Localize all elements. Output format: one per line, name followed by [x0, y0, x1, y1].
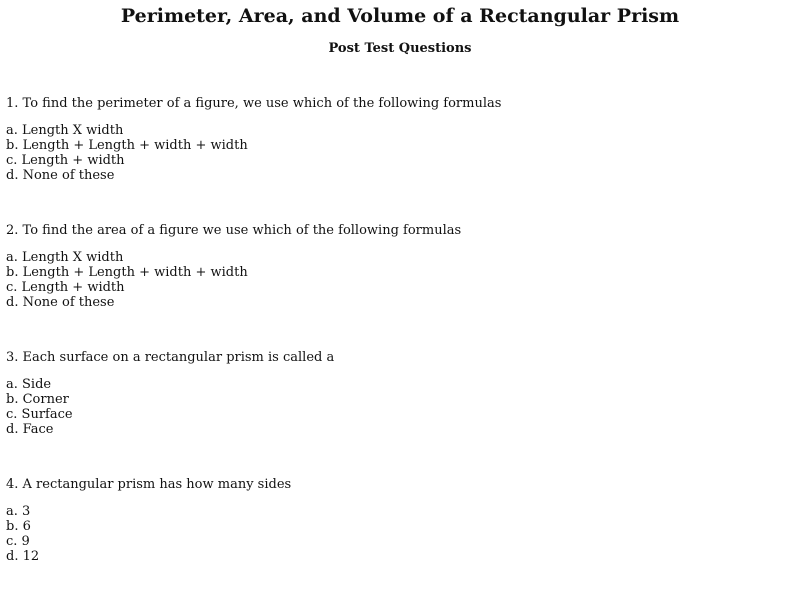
answer-option: a. Side [6, 377, 52, 392]
answer-option: d. None of these [6, 295, 115, 310]
answer-option: d. Face [6, 422, 54, 437]
answer-option: c. Length + width [6, 280, 125, 295]
answer-option: b. Length + Length + width + width [6, 138, 248, 153]
question-stem: 3. Each surface on a rectangular prism is called a [6, 350, 335, 365]
question-stem: 1. To find the perimeter of a figure, we use which of the following formulas [6, 96, 502, 111]
page-title: Perimeter, Area, and Volume of a Rectangular Prism [120, 5, 680, 27]
question-4 [6, 477, 291, 564]
answer-option: b. 6 [6, 519, 31, 534]
question-3 [6, 350, 334, 437]
question-stem: 2. To find the area of a figure we use which of the following formulas [6, 223, 462, 238]
answer-option: b. Length + Length + width + width [6, 265, 248, 280]
answer-option: c. 9 [6, 534, 30, 549]
answer-option: c. Length + width [6, 153, 125, 168]
answer-option: c. Surface [6, 407, 73, 422]
answer-option: a. 3 [6, 504, 31, 519]
question-1 [6, 96, 501, 183]
answer-option: a. Length X width [6, 123, 124, 138]
answer-option: b. Corner [6, 392, 69, 407]
question-stem: 4. A rectangular prism has how many sides [6, 477, 292, 492]
page-subtitle: Post Test Questions [328, 41, 472, 56]
answer-option: d. 12 [6, 549, 40, 564]
answer-option: a. Length X width [6, 250, 124, 265]
question-2 [6, 223, 461, 310]
answer-option: d. None of these [6, 168, 115, 183]
